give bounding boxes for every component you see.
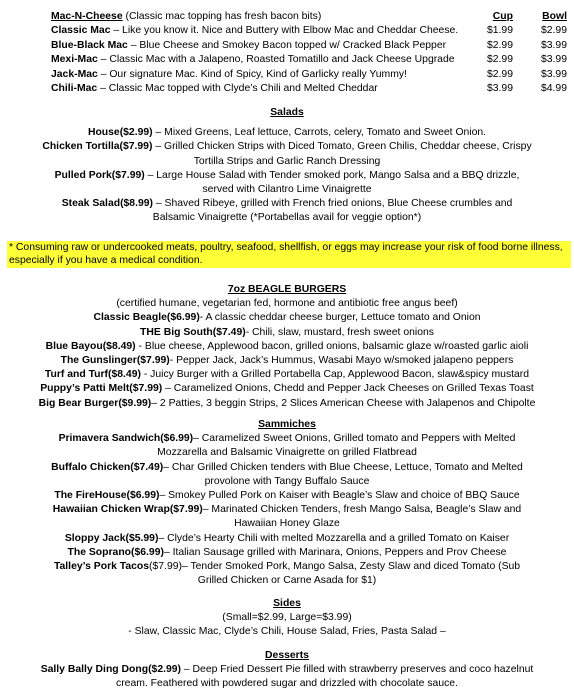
burger-desc: - Blue cheese, Applewood bacon, grilled onions, balsamic glaze w/roasted garlic aioli: [135, 340, 529, 352]
sides-section: [0, 597, 574, 640]
burgers-subtitle: (certified humane, vegetarian fed, hormone and antibiotic free angus beef): [116, 298, 458, 310]
mac-cup-price: $3.99: [486, 83, 513, 95]
mac-item: [51, 53, 571, 67]
burger-item: [0, 326, 574, 340]
sammich-desc-cont: Mozzarella and Balsamic Vinaigrette on grilled Flatbread: [157, 447, 417, 459]
burger-name: Classic Beagle($6.99): [93, 312, 200, 324]
mac-bowl-price: $3.99: [540, 54, 567, 66]
salad-item: [0, 197, 574, 211]
mac-item: [51, 24, 571, 38]
mac-item: [51, 68, 571, 82]
sammiches-title: Sammiches: [258, 419, 316, 430]
salad-desc: – Mixed Greens, Leaf lettuce, Carrots, celery, Tomato and Sweet Onion.: [152, 127, 487, 139]
sammich-name: Buffalo Chicken($7.49): [51, 461, 164, 473]
mac-bowl-price: $4.99: [540, 83, 567, 95]
burger-name: Puppy’s Patti Melt($7.99): [40, 383, 163, 395]
sides-prices: (Small=$2.99, Large=$3.99): [222, 612, 352, 624]
dessert-item: [0, 663, 574, 677]
food-safety-warning: [7, 241, 571, 268]
warning-line: especially if you have a medical condition.: [9, 255, 203, 267]
sammich-item: [0, 546, 574, 560]
mac-bowl-price: $3.99: [540, 68, 567, 80]
mac-item-name: Blue-Black Mac: [51, 39, 128, 51]
sides-list: - Slaw, Classic Mac, Clyde’s Chili, House Salad, Fries, Pasta Salad –: [128, 626, 446, 638]
burger-item: [0, 354, 574, 368]
sammich-name: Sloppy Jack($5.99): [64, 532, 159, 544]
sammich-price: ($7.99): [149, 561, 182, 573]
mac-header-desc: (Classic mac topping has fresh bacon bits): [122, 11, 322, 22]
burgers-title: 7oz BEAGLE BURGERS: [227, 284, 347, 295]
sammich-item: [0, 532, 574, 546]
dessert-name: Sally Bally Ding Dong($2.99): [40, 664, 181, 676]
sammich-item: [0, 560, 574, 574]
bowl-header: Bowl: [542, 11, 567, 22]
sammich-desc: – Clyde’s Hearty Chili with melted Mozzarella and a grilled Tomato on Kaiser: [158, 532, 510, 544]
burger-desc: - A classic cheddar cheese burger, Lettuce tomato and Onion: [199, 312, 481, 324]
mac-item-desc: – Classic Mac topped with Clyde’s Chili and Melted Cheddar: [97, 83, 378, 95]
burger-desc: – 2 Patties, 3 beggin Strips, 2 Slices American Cheese with Jalapenos and Chipolte: [151, 397, 536, 409]
salad-item: [0, 140, 574, 154]
sammich-desc-cont: Grilled Chicken or Carne Asada for $1): [197, 575, 377, 587]
salad-name: Chicken Tortilla($7.99): [42, 141, 153, 153]
sammich-item: [0, 489, 574, 503]
burger-item: [0, 397, 574, 411]
mac-cup-price: $2.99: [486, 68, 513, 80]
burger-desc: – Caramelized Onions, Chedd and Pepper Jack Cheeses on Grilled Texas Toast: [162, 383, 534, 395]
mac-item-desc: – Blue Cheese and Smokey Bacon topped w/ Cracked Black Pepper: [127, 39, 447, 51]
sammich-desc: – Marinated Chicken Tenders, fresh Mango Salsa, Beagle’s Slaw and: [202, 504, 522, 516]
sides-title: Sides: [273, 598, 301, 609]
mac-item-name: Mexi-Mac: [51, 54, 98, 66]
sammich-name: Talley’s Pork Tacos: [53, 561, 150, 573]
burger-name: Blue Bayou($8.49): [45, 340, 136, 352]
sammich-desc: – Smokey Pulled Pork on Kaiser with Beagle’s Slaw and choice of BBQ Sauce: [159, 490, 520, 502]
sammich-desc: – Tender Smoked Pork, Mango Salsa, Zesty Slaw and diced Tomato (Sub: [181, 561, 521, 573]
salad-item: [0, 169, 574, 183]
mac-bowl-price: $3.99: [540, 39, 567, 51]
sammich-name: The FireHouse($6.99): [54, 490, 160, 502]
burger-name: THE Big South($7.49): [140, 326, 246, 338]
sammich-desc: – Italian Sausage grilled with Marinara, Onions, Peppers and Prov Cheese: [163, 546, 507, 558]
salads-section: [0, 106, 574, 226]
warning-line: * Consuming raw or undercooked meats, poultry, seafood, shellfish, or eggs may increase your risk of food borne illness,: [9, 242, 563, 253]
mac-item-desc: – Classic Mac with a Jalapeno, Roasted Tomatillo and Jack Cheese Upgrade: [97, 54, 455, 66]
mac-cup-price: $1.99: [486, 25, 513, 37]
mac-item-desc: – Our signature Mac. Kind of Spicy, Kind of Garlicky really Yummy!: [97, 68, 407, 80]
sammich-name: Hawaiian Chicken Wrap($7.99): [52, 504, 203, 516]
burger-desc: - Juicy Burger with a Grilled Portabella Cap, Applewood Bacon, slaw&spicy mustard: [140, 369, 530, 381]
sammich-desc: – Char Grilled Chicken tenders with Blue Cheese, Lettuce, Tomato and Melted: [163, 461, 523, 473]
mac-item-name: Chili-Mac: [51, 83, 98, 95]
sammich-name: Primavera Sandwich($6.99): [58, 433, 194, 445]
mac-item: [51, 82, 571, 96]
salad-name: Pulled Pork($7.99): [54, 169, 145, 181]
burger-item: [0, 340, 574, 354]
sammich-item: [0, 503, 574, 517]
mac-cup-price: $2.99: [486, 54, 513, 66]
sammich-item: [0, 432, 574, 446]
mac-section: [51, 10, 571, 96]
cup-header: Cup: [492, 11, 513, 22]
salad-name: House($2.99): [87, 127, 153, 139]
salad-name: Steak Salad($8.99): [61, 198, 153, 210]
mac-header-name: Mac-N-Cheese: [51, 11, 123, 22]
mac-item: [51, 39, 571, 53]
burger-name: Turf and Turf($8.49): [44, 369, 141, 381]
burger-item: [0, 382, 574, 396]
salad-desc-cont: served with Cilantro Lime Vinaigrette: [202, 184, 372, 196]
sammich-desc: – Caramelized Sweet Onions, Grilled tomato and Peppers with Melted: [193, 433, 516, 445]
burger-name: Big Bear Burger($9.99): [38, 397, 152, 409]
sammich-desc-cont: Hawaiian Honey Glaze: [234, 518, 340, 530]
dessert-desc-cont: cream. Feathered with powdered sugar and drizzled with chocolate sauce.: [116, 678, 458, 690]
sammiches-section: [0, 418, 574, 588]
desserts-section: [0, 649, 574, 692]
salad-desc-cont: Balsamic Vinaigrette (*Portabellas avail for veggie option*): [152, 212, 422, 224]
mac-bowl-price: $2.99: [540, 25, 567, 37]
mac-header-row: [51, 10, 571, 24]
salad-desc: – Grilled Chicken Strips with Diced Tomato, Green Chilis, Cheddar cheese, Crispy: [152, 141, 532, 153]
salad-desc: – Shaved Ribeye, grilled with French fried onions, Blue Cheese crumbles and: [153, 198, 513, 210]
burger-desc: - Chili, slaw, mustard, fresh sweet onions: [245, 326, 434, 338]
sammich-name: The Soprano($6.99): [67, 546, 164, 558]
dessert-desc: – Deep Fried Dessert Pie filled with strawberry preserves and coco hazelnut: [181, 664, 534, 676]
mac-item-desc: – Like you know it. Nice and Buttery with Elbow Mac and Cheddar Cheese.: [110, 25, 459, 37]
mac-item-name: Jack-Mac: [51, 68, 98, 80]
mac-cup-price: $2.99: [486, 39, 513, 51]
burger-item: [0, 311, 574, 325]
salad-desc: – Large House Salad with Tender smoked pork, Mango Salsa and a BBQ drizzle,: [144, 169, 520, 181]
burger-name: The Gunslinger($7.99): [60, 355, 170, 367]
mac-item-name: Classic Mac: [51, 25, 111, 37]
salad-desc-cont: Tortilla Strips and Garlic Ranch Dressing: [193, 155, 381, 167]
sammich-item: [0, 461, 574, 475]
salad-item: [0, 126, 574, 140]
burger-desc: - Pepper Jack, Jack’s Hummus, Wasabi Mayo w/smoked jalapeno peppers: [169, 355, 514, 367]
burgers-section: [0, 283, 574, 411]
burger-item: [0, 368, 574, 382]
sammich-desc-cont: provolone with Tangy Buffalo Sauce: [204, 475, 370, 487]
salads-title: Salads: [270, 107, 304, 118]
desserts-title: Desserts: [265, 650, 309, 661]
